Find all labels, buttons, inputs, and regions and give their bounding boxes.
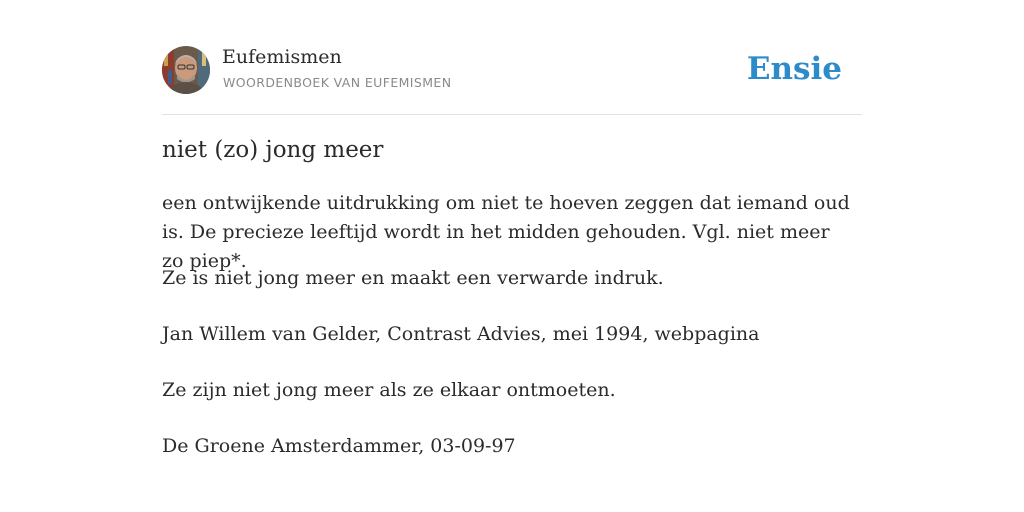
example-quote: Ze zijn niet jong meer als ze elkaar ontmoeten.: [162, 379, 616, 401]
ensie-logo-link[interactable]: Ensie: [746, 51, 842, 87]
dictionary-header: [162, 46, 862, 115]
dictionary-subtitle: WOORDENBOEK VAN EUFEMISMEN: [223, 75, 452, 90]
portrait-image: [162, 46, 210, 94]
example-source: De Groene Amsterdammer, 03-09-97: [162, 435, 516, 457]
dictionary-name[interactable]: Eufemismen: [222, 46, 342, 68]
entry-term: niet (zo) jong meer: [162, 137, 384, 163]
author-avatar[interactable]: [162, 46, 210, 94]
entry-definition: een ontwijkende uitdrukking om niet te hoeven zeggen dat iemand oud is. De precieze leeftijd wordt in het midden gehouden. Vgl. niet meer zo piep*.: [162, 192, 850, 272]
example-source: Jan Willem van Gelder, Contrast Advies, mei 1994, webpagina: [162, 323, 760, 345]
example-quote: Ze is niet jong meer en maakt een verwarde indruk.: [162, 267, 664, 289]
